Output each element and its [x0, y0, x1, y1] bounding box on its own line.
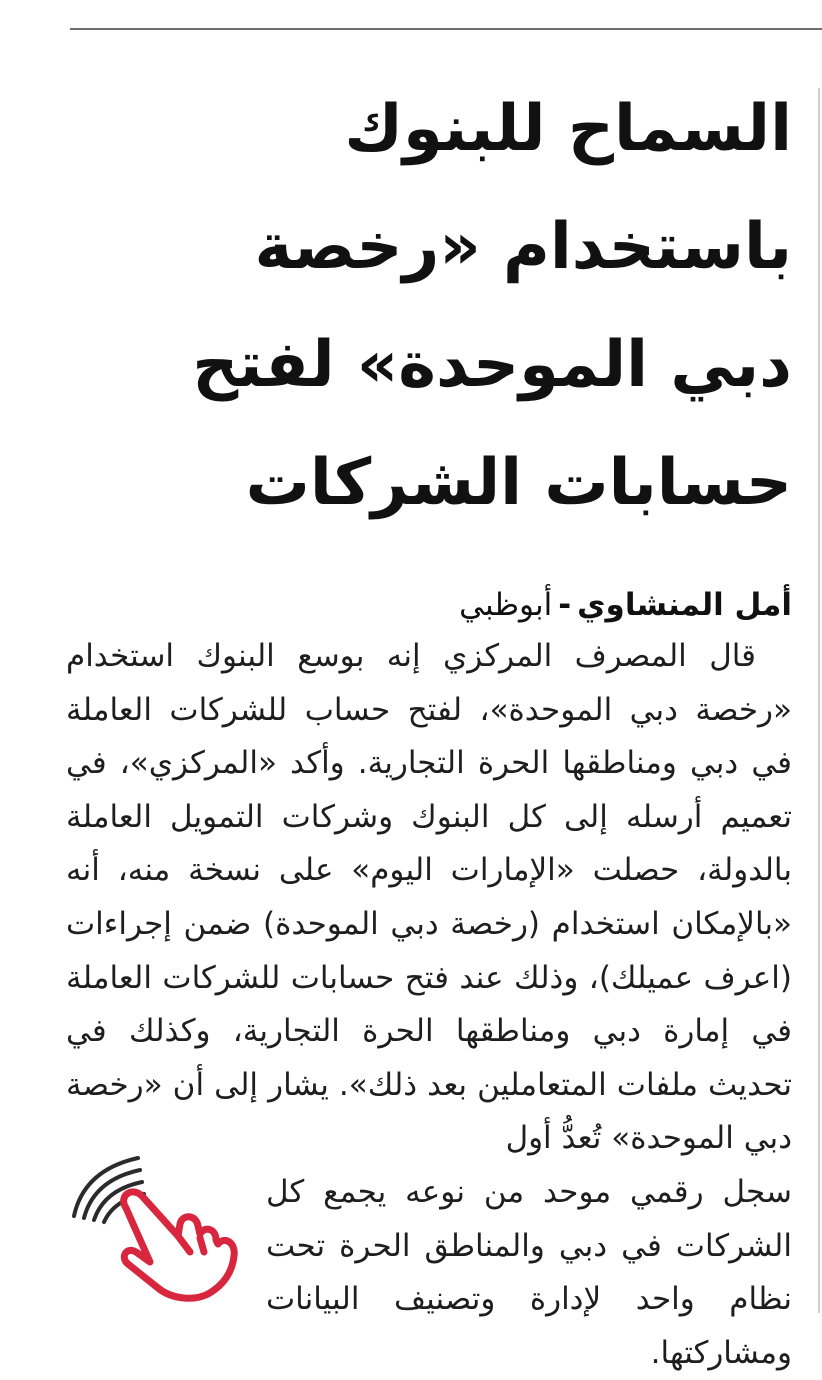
headline-line: حسابات الشركات [245, 446, 792, 520]
byline-location: أبوظبي [459, 587, 553, 623]
hand-outline [124, 1192, 235, 1298]
column-rule [818, 88, 820, 1313]
byline-author: أمل المنشاوي [577, 587, 792, 623]
body-text-full-width: قال المصرف المركزي إنه بوسع البنوك استخدام «رخصة دبي الموحدة»، لفتح حساب للشركات العاملة في دبي ومناطقها الحرة التجارية. وأكد «المركزي»، في تعميم أرسله إلى كل البنوك وشركات التمويل العاملة بالدولة، حصلت «الإمارات اليوم» على نسخة منه، أنه «بالإمكان استخدام (رخصة دبي الموحدة) ضمن إجراءات (اعرف عميلك)، وذلك عند فتح حسابات للشركات العاملة في إمارة دبي ومناطقها الحرة التجارية، وكذلك في تحديث ملفات المتعاملين بعد ذلك». يشار إلى أن «رخصة دبي الموحدة» تُعدُّ أول [66, 638, 792, 1157]
headline [66, 70, 792, 542]
body-text-narrow: سجل رقمي موحد من نوعه يجمع كل الشركات في دبي والمناطق الحرة تحت نظام واحد لإدارة وتصنيف البيانات ومشاركتها. [266, 1173, 792, 1371]
headline-line: السماح للبنوك [344, 92, 792, 166]
byline-separator: - [558, 587, 572, 623]
top-rule [70, 28, 822, 30]
tap-hand-graphic[interactable] [66, 1148, 256, 1303]
byline [66, 580, 792, 630]
headline-line: دبي الموحدة» لفتح [192, 328, 792, 402]
tap-hand-icon [66, 1148, 256, 1303]
headline-line: باستخدام «رخصة [254, 210, 792, 284]
